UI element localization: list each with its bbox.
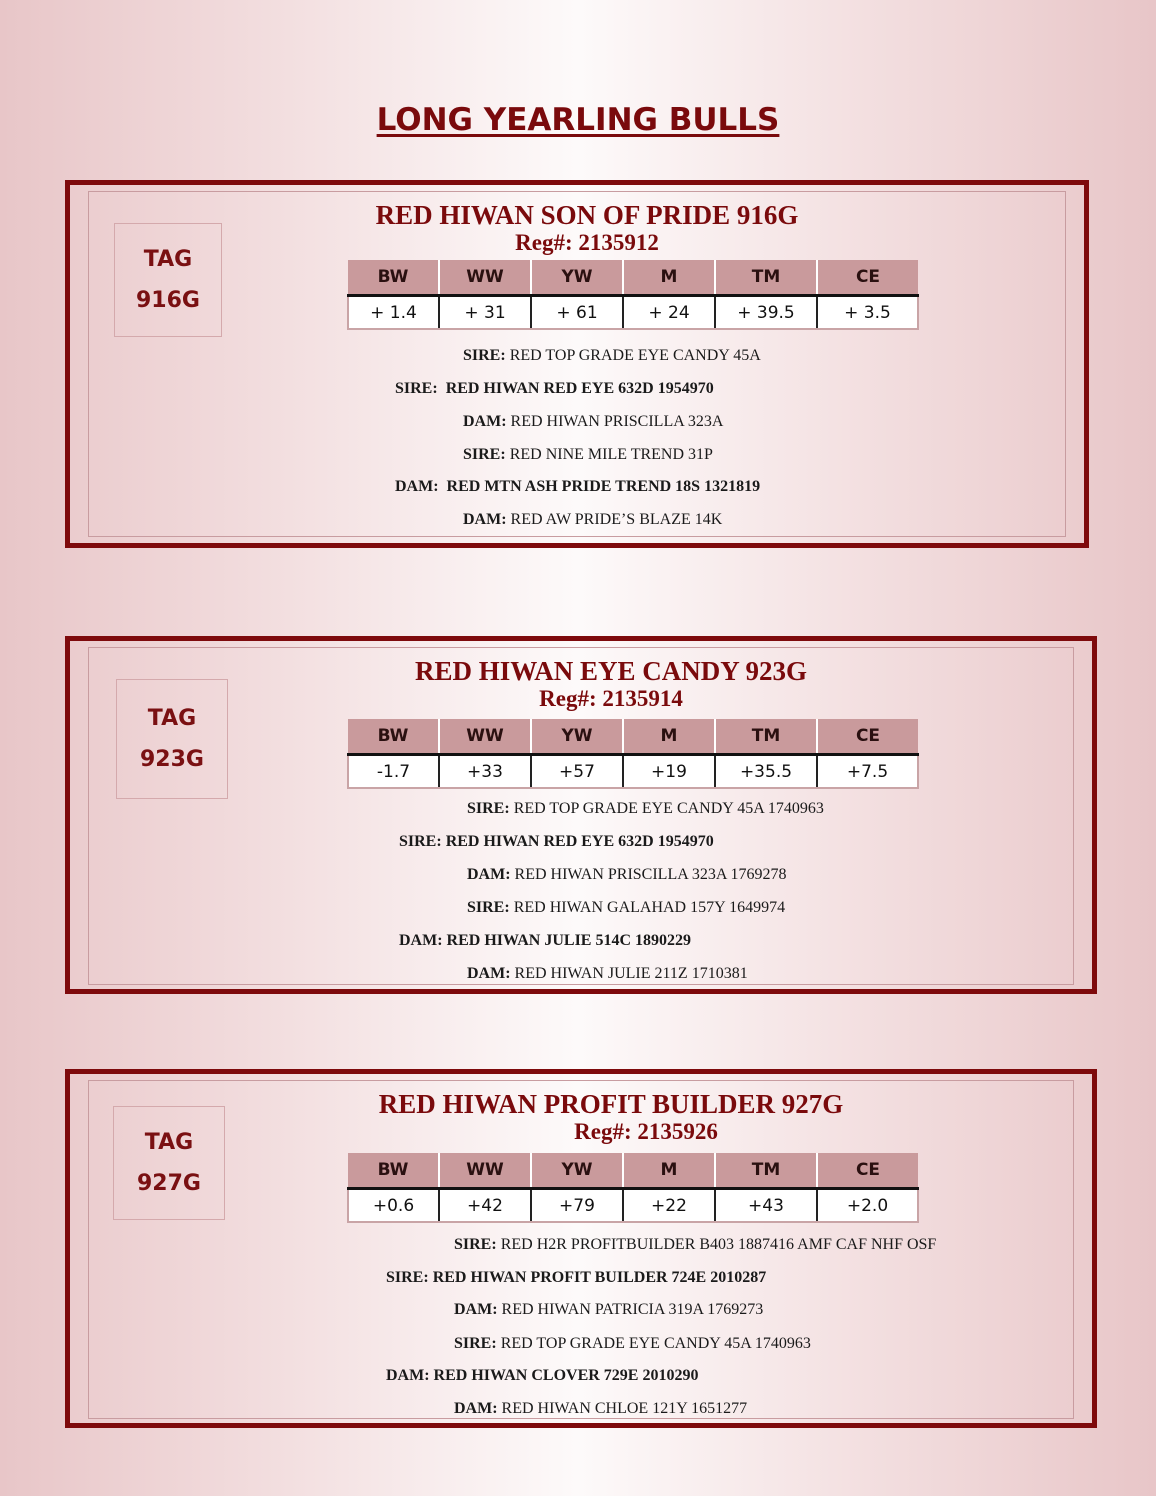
epd-header-ce: CE (817, 719, 918, 755)
bull-card-927g (65, 1069, 1097, 1428)
bull-card-916g (65, 180, 1089, 548)
pedigree-sire: SIRE: RED HIWAN RED EYE 632D 1954970 (399, 833, 714, 850)
epd-header-tm: TM (715, 260, 817, 296)
pedigree-sire: SIRE: RED HIWAN PROFIT BUILDER 724E 2010287 (386, 1269, 767, 1286)
registration-number: Reg#: 2135914 (539, 686, 683, 711)
epd-value-m: + 24 (623, 296, 715, 330)
bull-name: RED HIWAN EYE CANDY 923G (414, 656, 808, 686)
epd-value-yw: +79 (531, 1189, 623, 1223)
pedigree-dam-sire: SIRE: RED HIWAN GALAHAD 157Y 1649974 (467, 899, 786, 916)
epd-table (347, 719, 919, 789)
pedigree-sire: SIRE: RED HIWAN RED EYE 632D 1954970 (395, 380, 714, 397)
epd-header-ce: CE (817, 260, 918, 296)
pedigree-sire-dam: DAM: RED HIWAN PRISCILLA 323A 1769278 (467, 866, 787, 883)
epd-value-bw: +0.6 (348, 1189, 439, 1223)
epd-header-m: M (623, 1153, 715, 1189)
pedigree-dam-dam: DAM: RED AW PRIDE’S BLAZE 14K (463, 511, 723, 528)
epd-value-yw: +57 (531, 755, 623, 789)
pedigree-sire-dam: DAM: RED HIWAN PATRICIA 319A 1769273 (454, 1301, 764, 1318)
tag-label: TAG (147, 706, 197, 731)
epd-header-ww: WW (439, 1153, 531, 1189)
epd-header-row (348, 260, 918, 296)
epd-value-yw: + 61 (531, 296, 623, 330)
epd-value-tm: +43 (715, 1189, 817, 1223)
epd-value-tm: +35.5 (715, 755, 817, 789)
pedigree-sire-sire: SIRE: RED TOP GRADE EYE CANDY 45A (463, 347, 761, 364)
pedigree-dam: DAM: RED HIWAN CLOVER 729E 2010290 (386, 1367, 699, 1384)
epd-table (347, 260, 919, 330)
pedigree-sire-dam: DAM: RED HIWAN PRISCILLA 323A (463, 413, 724, 430)
pedigree-dam-dam: DAM: RED HIWAN JULIE 211Z 1710381 (467, 965, 748, 982)
epd-value-ww: + 31 (439, 296, 531, 330)
tag-number: 916G (136, 288, 200, 313)
epd-header-ww: WW (439, 260, 531, 296)
epd-header-bw: BW (348, 260, 439, 296)
tag-number: 927G (137, 1171, 201, 1196)
epd-table (347, 1153, 919, 1223)
pedigree-dam-sire: SIRE: RED NINE MILE TREND 31P (463, 446, 713, 463)
epd-value-m: +22 (623, 1189, 715, 1223)
epd-value-ce: +7.5 (817, 755, 918, 789)
epd-header-tm: TM (715, 1153, 817, 1189)
epd-header-yw: YW (531, 1153, 623, 1189)
epd-header-yw: YW (531, 260, 623, 296)
epd-header-ce: CE (817, 1153, 918, 1189)
pedigree-dam: DAM: RED MTN ASH PRIDE TREND 18S 1321819 (395, 478, 761, 495)
registration-number: Reg#: 2135912 (515, 230, 659, 255)
epd-header-yw: YW (531, 719, 623, 755)
epd-value-row (348, 1189, 918, 1223)
epd-value-ww: +33 (439, 755, 531, 789)
epd-value-tm: + 39.5 (715, 296, 817, 330)
epd-header-bw: BW (348, 719, 439, 755)
page-title: LONG YEARLING BULLS (376, 102, 780, 138)
tag-label: TAG (144, 1130, 194, 1155)
epd-header-bw: BW (348, 1153, 439, 1189)
epd-header-m: M (623, 260, 715, 296)
tag-number: 923G (140, 747, 204, 772)
epd-value-bw: -1.7 (348, 755, 439, 789)
epd-value-ce: + 3.5 (817, 296, 918, 330)
epd-header-tm: TM (715, 719, 817, 755)
tag-label: TAG (143, 247, 193, 272)
epd-value-row (348, 755, 918, 789)
pedigree-sire-sire: SIRE: RED H2R PROFITBUILDER B403 1887416 AMF CAF NHF OSF (454, 1236, 937, 1253)
epd-value-row (348, 296, 918, 330)
registration-number: Reg#: 2135926 (574, 1119, 718, 1144)
epd-header-row (348, 719, 918, 755)
epd-header-m: M (623, 719, 715, 755)
epd-value-ww: +42 (439, 1189, 531, 1223)
bull-name: RED HIWAN PROFIT BUILDER 927G (378, 1089, 844, 1119)
bull-name: RED HIWAN SON OF PRIDE 916G (375, 200, 799, 230)
epd-header-row (348, 1153, 918, 1189)
pedigree-dam-dam: DAM: RED HIWAN CHLOE 121Y 1651277 (454, 1400, 748, 1417)
pedigree-dam-sire: SIRE: RED TOP GRADE EYE CANDY 45A 1740963 (454, 1335, 811, 1352)
epd-value-m: +19 (623, 755, 715, 789)
epd-value-bw: + 1.4 (348, 296, 439, 330)
bull-card-923g (65, 636, 1097, 994)
epd-value-ce: +2.0 (817, 1189, 918, 1223)
pedigree-dam: DAM: RED HIWAN JULIE 514C 1890229 (399, 932, 692, 949)
pedigree-sire-sire: SIRE: RED TOP GRADE EYE CANDY 45A 1740963 (467, 800, 824, 817)
epd-header-ww: WW (439, 719, 531, 755)
